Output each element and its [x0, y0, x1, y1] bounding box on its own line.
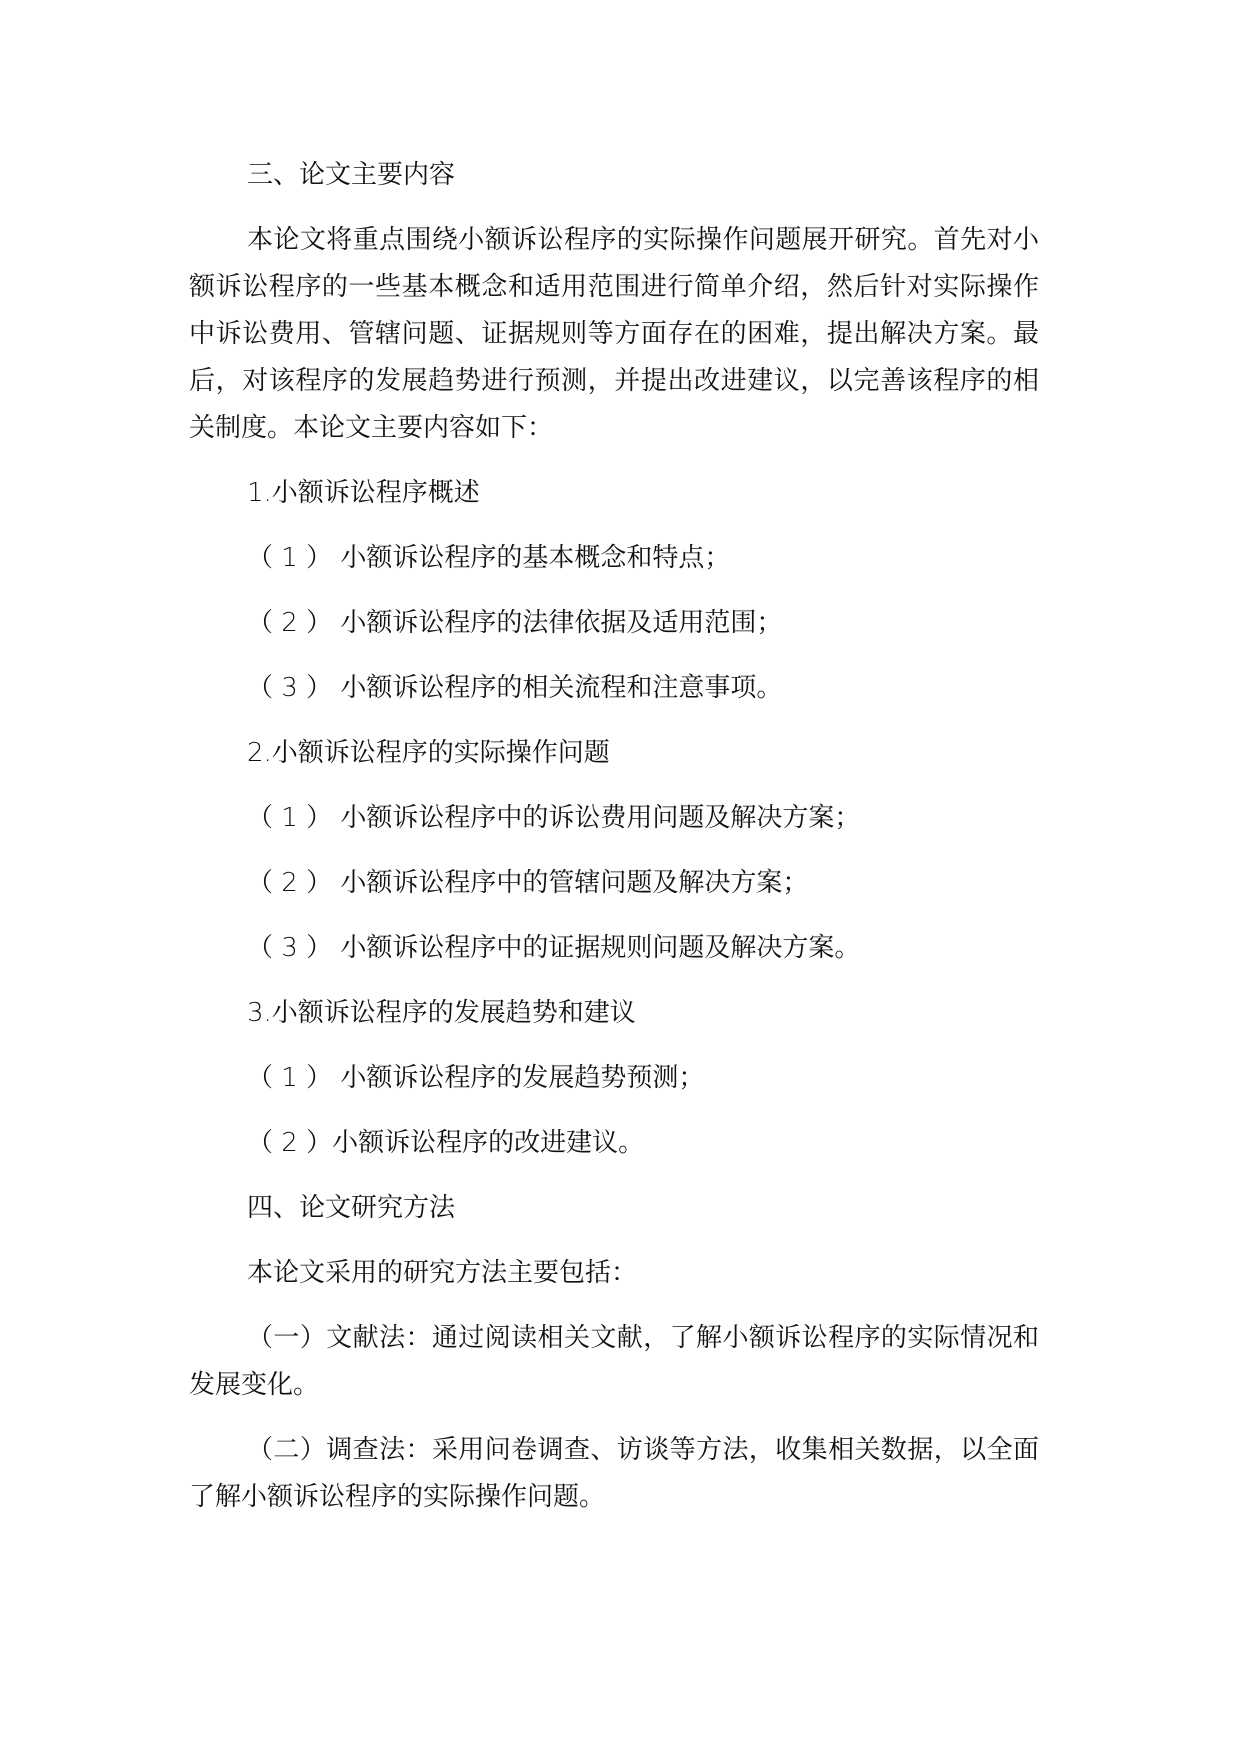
list-item: （ 1 ） 小额诉讼程序的发展趋势预测； — [247, 1063, 705, 1093]
subheading-practical-issues: 2.小额诉讼程序的实际操作问题 — [247, 738, 610, 768]
list-item: （ 1 ） 小额诉讼程序的基本概念和特点； — [247, 543, 731, 573]
document-body — [189, 152, 1039, 1539]
method-survey-paragraph: （二）调查法：采用问卷调查、访谈等方法，收集相关数据，以全面了解小额诉讼程序的实际操作问题。 — [189, 1435, 1039, 1512]
methods-intro-paragraph: 本论文采用的研究方法主要包括： — [247, 1258, 638, 1288]
list-item: （ 1 ） 小额诉讼程序中的诉讼费用问题及解决方案； — [247, 803, 861, 833]
list-item: （ 2 ）小额诉讼程序的改进建议。 — [247, 1128, 645, 1158]
list-item: （ 2 ） 小额诉讼程序中的管辖问题及解决方案； — [247, 868, 809, 898]
list-item: （ 2 ） 小额诉讼程序的法律依据及适用范围； — [247, 608, 783, 638]
list-item: （ 3 ） 小额诉讼程序的相关流程和注意事项。 — [247, 673, 783, 703]
subheading-trends: 3.小额诉讼程序的发展趋势和建议 — [247, 998, 636, 1028]
section-heading-methods: 四、论文研究方法 — [247, 1193, 456, 1223]
intro-paragraph: 本论文将重点围绕小额诉讼程序的实际操作问题展开研究。首先对小额诉讼程序的一些基本概念和适用范围进行简单介绍，然后针对实际操作中诉讼费用、管辖问题、证据规则等方面存在的困难，提出解决方案。最后，对该程序的发展趋势进行预测，并提出改进建议，以完善该程序的相关制度。本论文主要内容如下： — [189, 225, 1039, 443]
list-item: （ 3 ） 小额诉讼程序中的证据规则问题及解决方案。 — [247, 933, 861, 963]
section-heading-main-content: 三、论文主要内容 — [247, 160, 456, 190]
method-literature-paragraph: （一）文献法：通过阅读相关文献，了解小额诉讼程序的实际情况和发展变化。 — [189, 1323, 1039, 1400]
subheading-overview: 1.小额诉讼程序概述 — [247, 478, 480, 508]
